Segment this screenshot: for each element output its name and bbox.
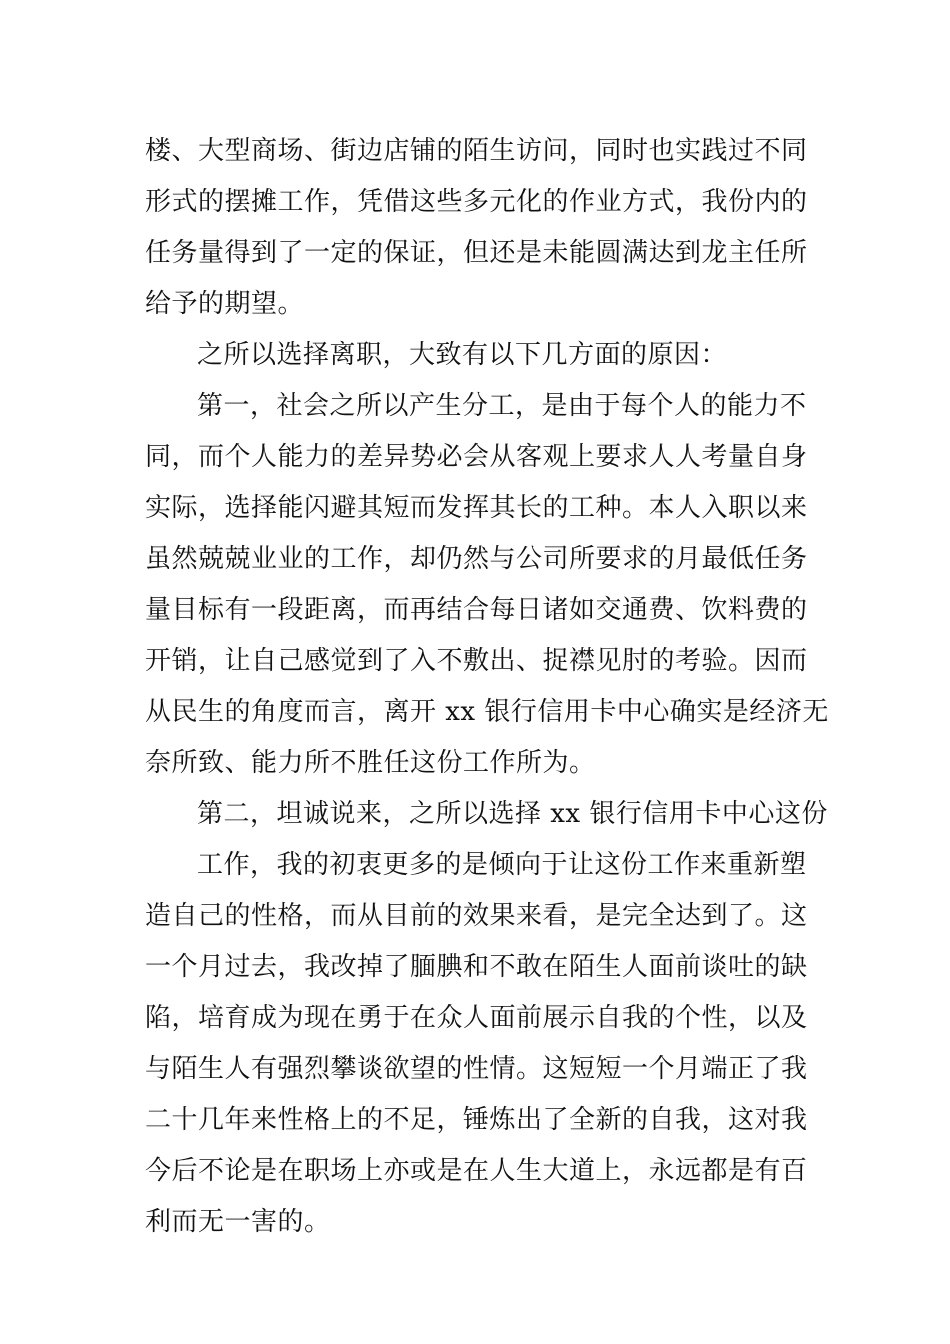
body-line: 陷，培育成为现在勇于在众人面前展示自我的个性，以及 <box>145 1003 808 1033</box>
body-line: 工作，我的初衷更多的是倾向于让这份工作来重新塑 <box>197 850 807 880</box>
body-line: 之所以选择离职，大致有以下几方面的原因： <box>197 340 728 370</box>
document-body <box>145 126 829 1248</box>
body-line: 第二，坦诚说来，之所以选择 xx 银行信用卡中心这份 <box>197 799 828 829</box>
body-line: 楼、大型商场、街边店铺的陌生访问，同时也实践过不同 <box>145 136 808 166</box>
body-line: 从民生的角度而言，离开 xx 银行信用卡中心确实是经济无 <box>145 697 829 727</box>
body-line: 量目标有一段距离，而再结合每日诸如交通费、饮料费的 <box>145 595 808 625</box>
body-line: 开销，让自己感觉到了入不敷出、捉襟见肘的考验。因而 <box>145 646 808 676</box>
body-line: 第一，社会之所以产生分工，是由于每个人的能力不 <box>197 391 807 421</box>
body-line: 与陌生人有强烈攀谈欲望的性情。这短短一个月端正了我 <box>145 1054 808 1084</box>
body-line: 实际，选择能闪避其短而发挥其长的工种。本人入职以来 <box>145 493 808 523</box>
body-line: 同，而个人能力的差异势必会从客观上要求人人考量自身 <box>145 442 808 472</box>
body-line: 奈所致、能力所不胜任这份工作所为。 <box>145 748 596 778</box>
body-line: 形式的摆摊工作，凭借这些多元化的作业方式，我份内的 <box>145 187 808 217</box>
body-line: 造自己的性格，而从目前的效果来看，是完全达到了。这 <box>145 901 808 931</box>
body-line: 利而无一害的。 <box>145 1207 331 1237</box>
body-line: 一个月过去，我改掉了腼腆和不敢在陌生人面前谈吐的缺 <box>145 952 808 982</box>
body-line: 虽然兢兢业业的工作，却仍然与公司所要求的月最低任务 <box>145 544 808 574</box>
body-line: 二十几年来性格上的不足，锤炼出了全新的自我，这对我 <box>145 1105 808 1135</box>
body-line: 今后不论是在职场上亦或是在人生大道上，永远都是有百 <box>145 1156 808 1186</box>
body-line: 给予的期望。 <box>145 289 305 319</box>
body-line: 任务量得到了一定的保证，但还是未能圆满达到龙主任所 <box>145 238 808 268</box>
